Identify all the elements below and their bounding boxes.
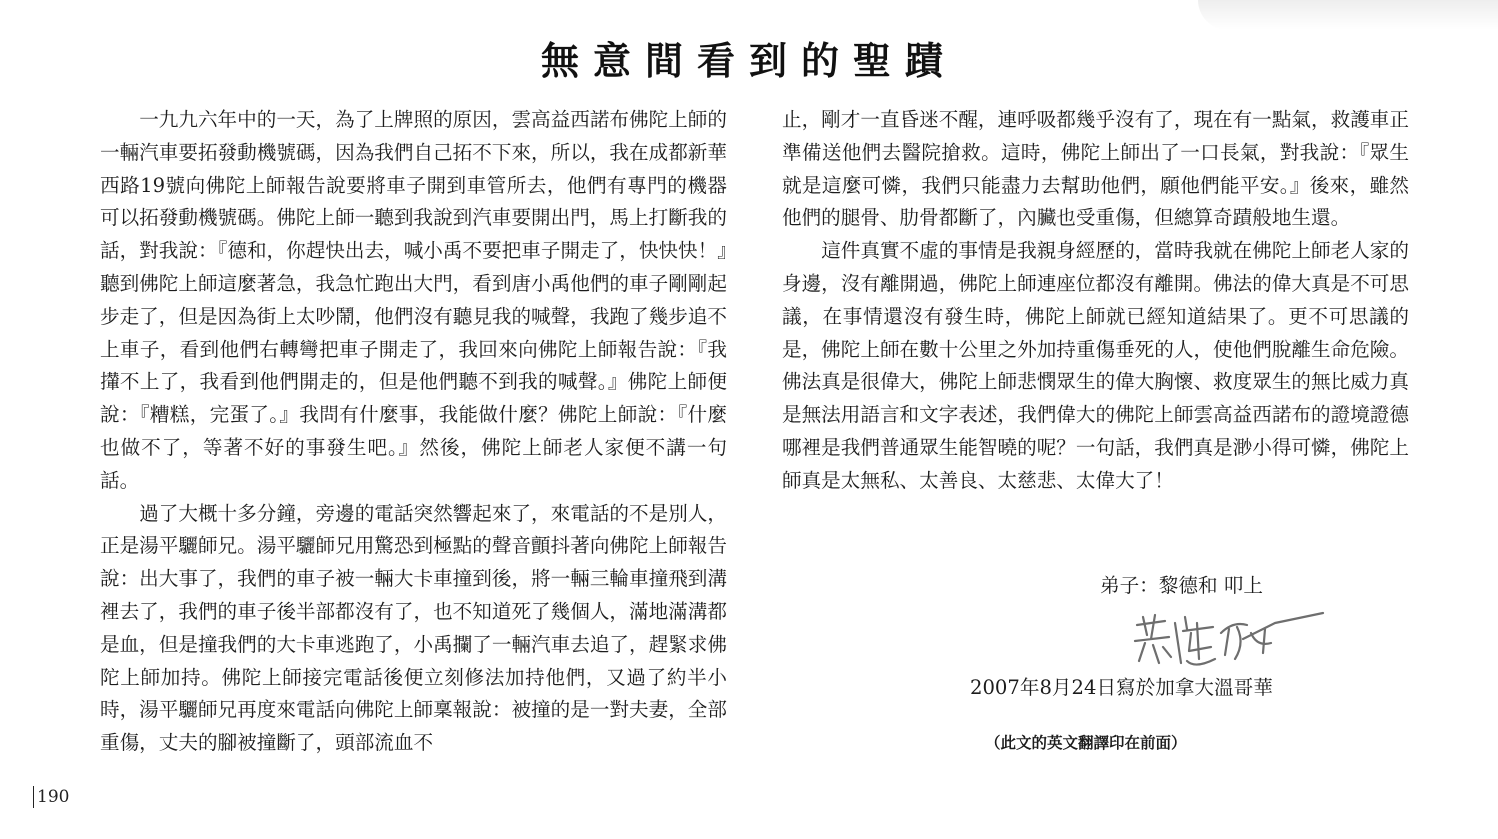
left-column (100, 104, 727, 760)
right-column (782, 104, 1409, 498)
paragraph-3: 這件真實不虛的事情是我親身經歷的，當時我就在佛陀上師老人家的身邊，沒有離開過，佛陀上師連座位都沒有離開。佛法的偉大真是不可思議，在事情還沒有發生時，佛陀上師就已經知道結果了。更不可思議的是，佛陀上師在數十公里之外加持重傷垂死的人，使他們脫離生命危險。佛法真是很偉大，佛陀上師悲憫眾生的偉大胸懷、救度眾生的無比威力真是無法用語言和文字表述，我們偉大的佛陀上師雲高益西諾布的證境證德哪裡是我們普通眾生能智曉的呢？一句話，我們真是渺小得可憐，佛陀上師真是太無私、太善良、太慈悲、太偉大了！ (782, 239, 1409, 492)
paragraph-2: 過了大概十多分鐘，旁邊的電話突然響起來了，來電話的不是別人，正是湯平驪師兄。湯平驪師兄用驚恐到極點的聲音顫抖著向佛陀上師報告說：出大事了，我們的車子被一輛大卡車撞到後，將一輛三輪車撞飛到溝裡去了，我們的車子後半部都沒有了，也不知道死了幾個人，滿地滿溝都是血，但是撞我們的大卡車逃跑了，小禹攔了一輛汽車去追了，趕緊求佛陀上師加持。佛陀上師接完電話後便立刻修法加持他們，又過了約半小時，湯平驪師兄再度來電話向佛陀上師稟報說：被撞的是一對夫妻，全部重傷，丈夫的腳被撞斷了，頭部流血不 (100, 501, 727, 755)
paragraph-1: 一九九六年中的一天，為了上牌照的原因，雲高益西諾布佛陀上師的一輛汽車要拓發動機號碼，因為我們自己拓不下來，所以，我在成都新華西路19號向佛陀上師報告說要將車子開到車管所去，他們有專門的機器可以拓發動機號碼。佛陀上師一聽到我說到汽車要開出門，馬上打斷我的話，對我說：『德和，你趕快出去，喊小禹不要把車子開走了，快快快！』聽到佛陀上師這麼著急，我急忙跑出大門，看到唐小禹他們的車子剛剛起步走了，但是因為街上太吵鬧，他們沒有聽見我的喊聲，我跑了幾步追不上車子，看到他們右轉彎把車子開走了，我回來向佛陀上師報告說：『我攆不上了，我看到他們開走的，但是他們聽不到我的喊聲。』佛陀上師便說：『糟糕，完蛋了。』我問有什麼事，我能做什麼？佛陀上師說：『什麼也做不了，等著不好的事發生吧。』然後，佛陀上師老人家便不講一句話。 (100, 108, 727, 492)
page-corner-shade (1198, 0, 1498, 30)
page-number: 190 (33, 786, 69, 808)
translation-note: （此文的英文翻譯印在前面） (985, 734, 1187, 752)
signoff-date: 2007年8月24日寫於加拿大溫哥華 (970, 676, 1273, 699)
handwritten-signature (1125, 603, 1335, 673)
article-title: 無意間看到的聖蹟 (540, 38, 957, 83)
signoff-disciple: 弟子：黎德和 叩上 (1100, 574, 1263, 597)
paragraph-2-continuation: 止，剛才一直昏迷不醒，連呼吸都幾乎沒有了，現在有一點氣，救護車正準備送他們去醫院搶救。這時，佛陀上師出了一口長氣，對我說：『眾生就是這麼可憐，我們只能盡力去幫助他們，願他們能平安。』後來，雖然他們的腿骨、肋骨都斷了，內臟也受重傷，但總算奇蹟般地生還。 (782, 108, 1409, 230)
